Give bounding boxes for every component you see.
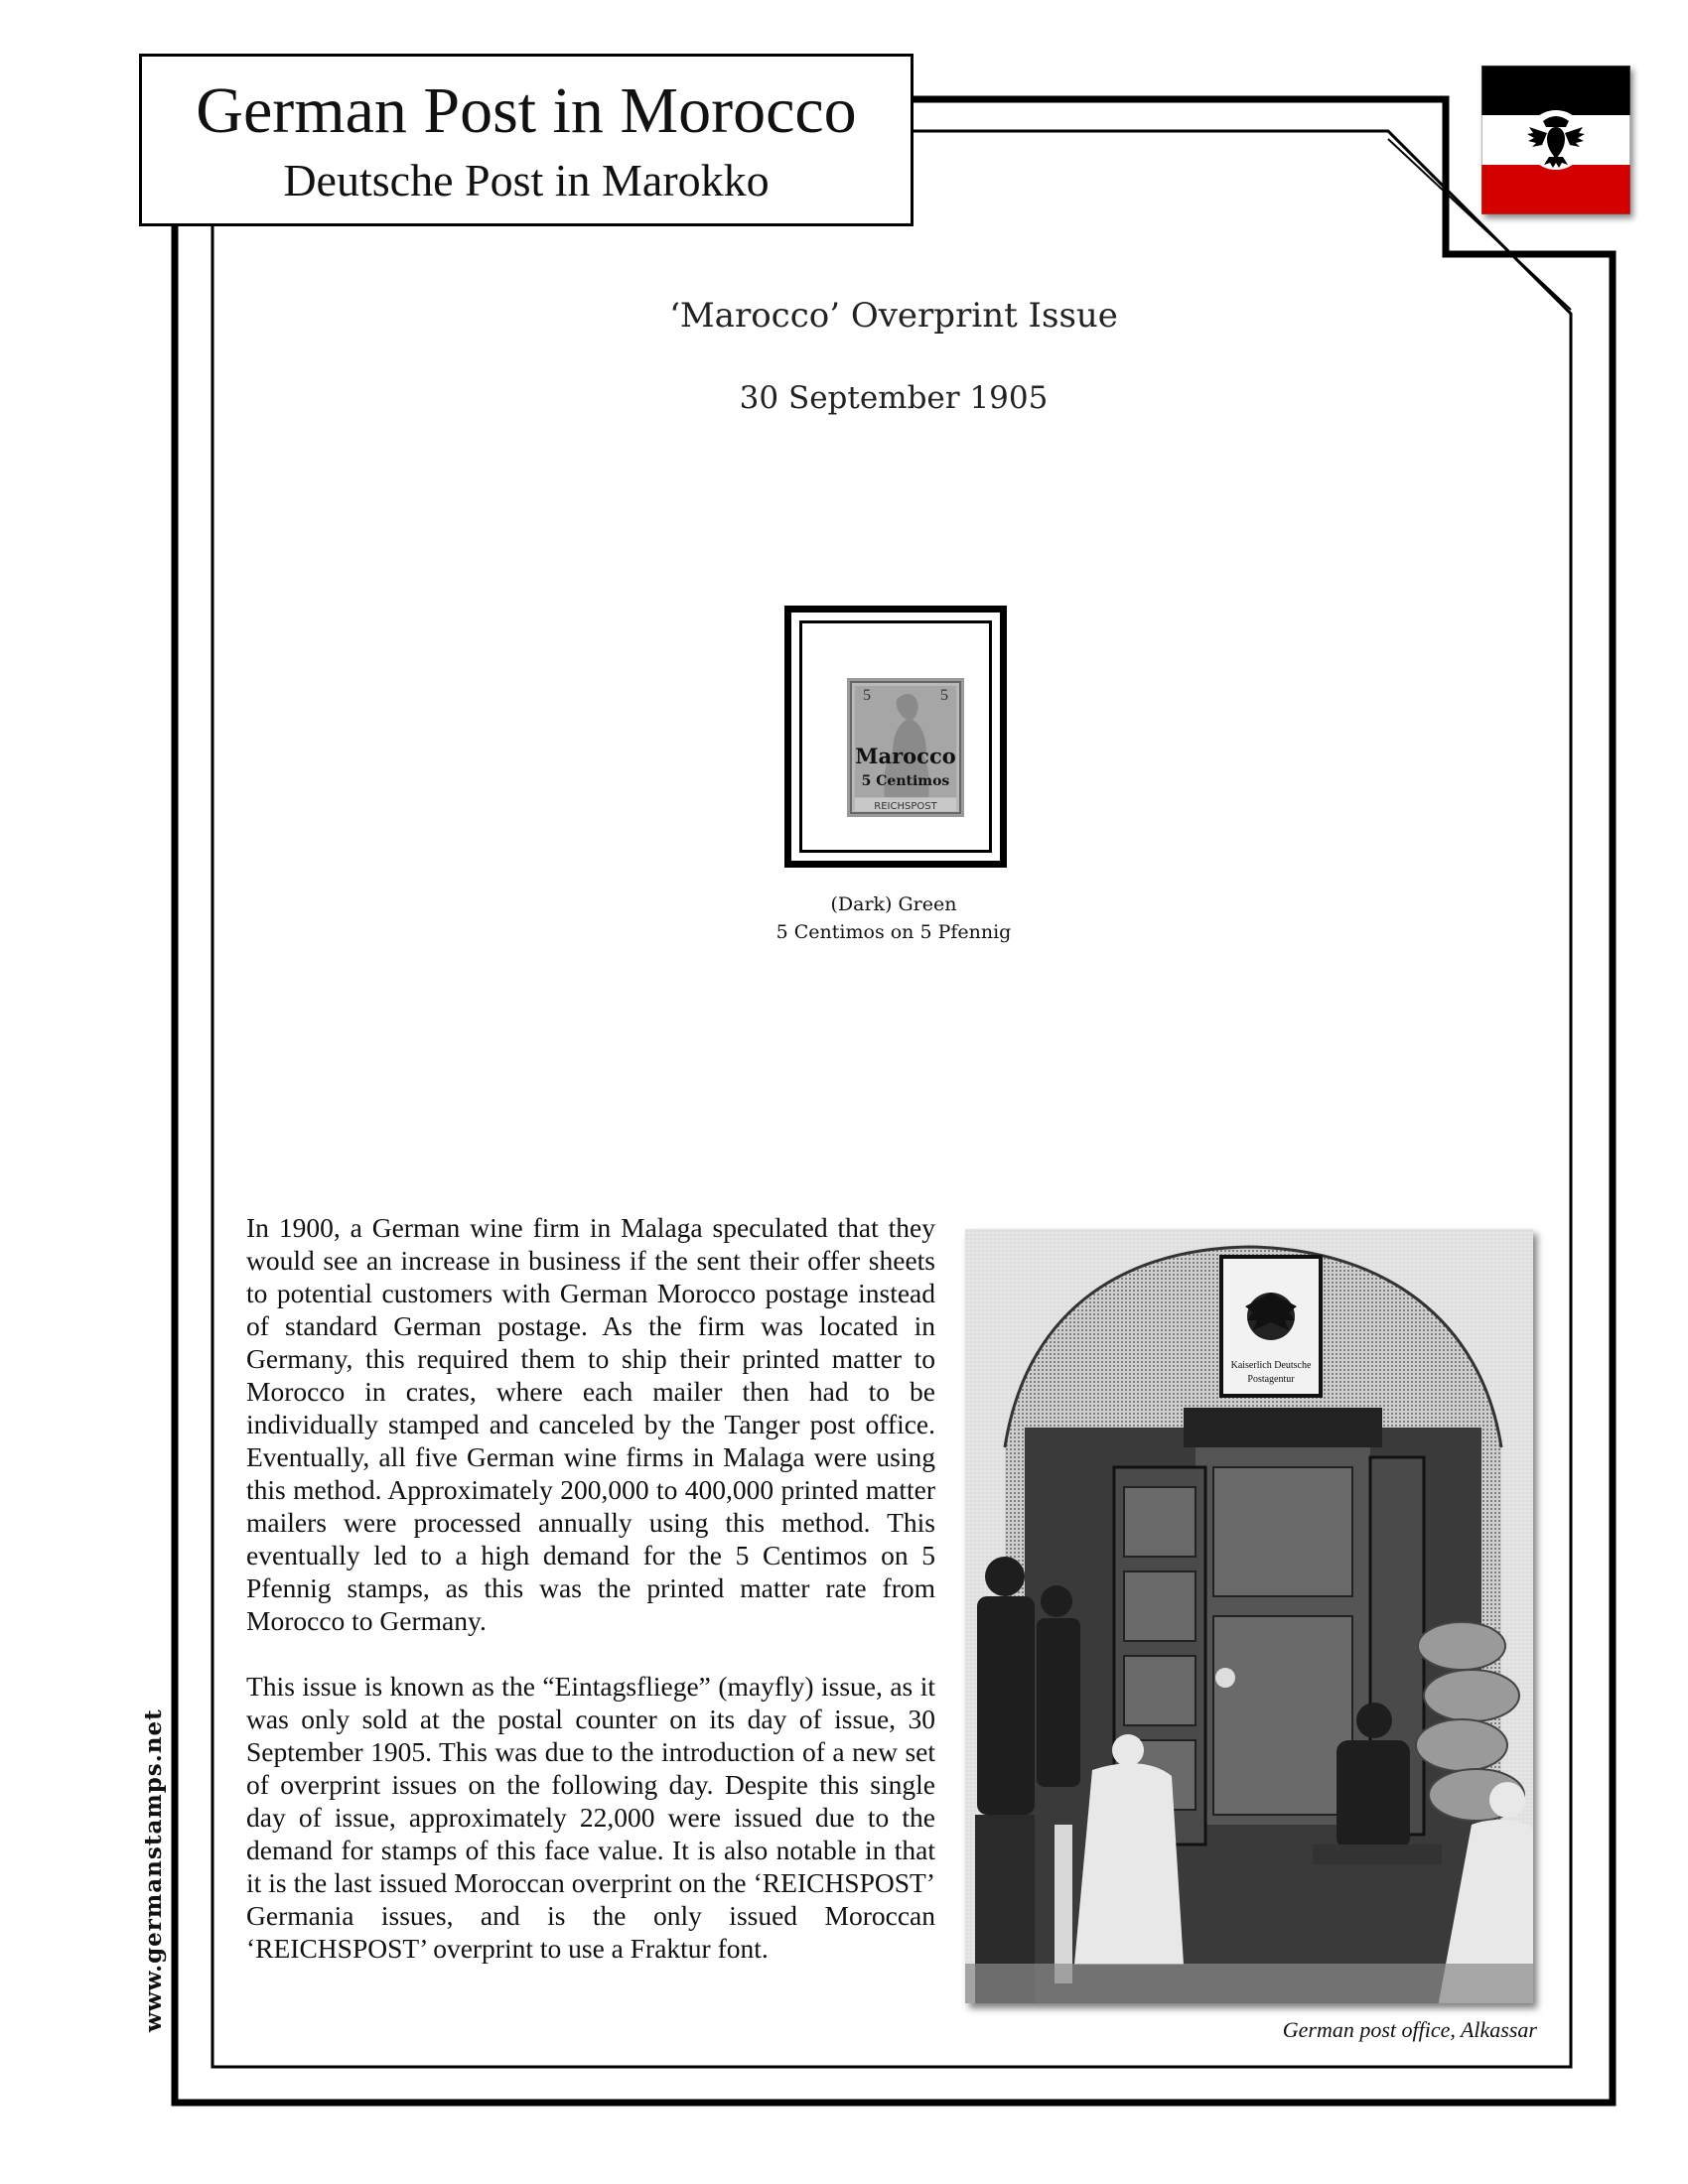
body-paragraph: This issue is known as the “Eintagsfliege” (mayfly) issue, as it was only sold at the postal counter on its day of issue, 30 September 1905. This was due to the introduction of a new set of overprint issues on the following day. Despite this single day of issue, approximately 22,000 were issued due to the demand for stamps of this face value. It is also notable in that it is the last issued Moroccan overprint on the ‘REICHSPOST’ Germania issues, and is the only issued Moroccan ‘REICHSPOST’ overprint to use a Fraktur font.: [246, 1671, 935, 1964]
photo-sign-line1: Kaiserlich Deutsche: [1230, 1360, 1312, 1371]
stamp-mount: [784, 606, 1007, 868]
stamp-overprint-value: 5 Centimos: [861, 773, 950, 789]
stamp-mount-inner: [799, 620, 992, 853]
imperial-eagle-flag-icon: [1481, 66, 1630, 214]
stamp-inscription: REICHSPOST: [874, 801, 937, 812]
stamp-value-left: 5: [863, 687, 871, 704]
post-office-photo: [965, 1229, 1533, 2003]
page-title: German Post in Morocco: [196, 74, 857, 147]
issue-date: 30 September 1905: [739, 380, 1049, 416]
stamp-value-label: 5 Centimos on 5 Pfennig: [775, 921, 1012, 943]
page-subtitle: Deutsche Post in Marokko: [283, 155, 770, 205]
stamp-value-right: 5: [940, 687, 948, 704]
issue-heading: ‘Marocco’ Overprint Issue: [669, 296, 1118, 336]
stamp-caption: [695, 890, 1092, 946]
website-url: www.germanstamps.net: [140, 1708, 167, 2032]
germania-stamp-image: [847, 678, 964, 817]
stamp-overprint-name: Marocco: [855, 744, 956, 768]
body-text: [246, 1211, 935, 1997]
photo-sign-line2: Postagentur: [1247, 1374, 1295, 1385]
stamp-color-label: (Dark) Green: [830, 893, 957, 915]
photo-caption: German post office, Alkassar: [1282, 2017, 1537, 2042]
title-box: [139, 54, 914, 226]
body-paragraph: In 1900, a German wine firm in Malaga speculated that they would see an increase in business if the sent their offer sheets to potential customers with German Morocco postage instead of standard German postage. As the firm was located in Germany, this required them to ship their printed matter to Morocco in crates, where each mailer then had to be individually stamped and canceled by the Tanger post office. Eventually, all five German wine firms in Malaga were using this method. Approximately 200,000 to 400,000 printed matter mailers were processed annually using this method. This eventually led to a high demand for the 5 Centimos on 5 Pfennig stamps, as this was the printed matter rate from Morocco to Germany.: [246, 1212, 935, 1636]
